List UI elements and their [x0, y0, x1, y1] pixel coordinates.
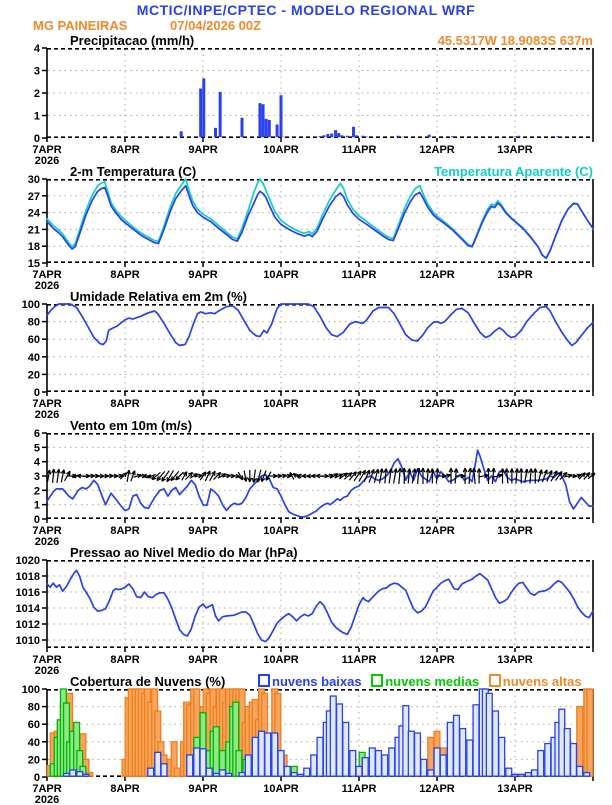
svg-text:80: 80 [28, 317, 40, 329]
svg-text:13APR: 13APR [497, 398, 533, 410]
svg-text:2: 2 [34, 485, 40, 497]
panel-cloud-cover [0, 674, 612, 805]
temp-chart [0, 179, 612, 289]
svg-text:13APR: 13APR [497, 269, 533, 281]
run-datetime: 07/04/2026 00Z [170, 18, 261, 33]
svg-text:7APR: 7APR [32, 144, 61, 156]
svg-text:7APR: 7APR [32, 269, 61, 281]
svg-text:1020: 1020 [16, 555, 40, 567]
svg-text:2026: 2026 [35, 280, 59, 292]
svg-text:1: 1 [34, 500, 40, 512]
svg-text:11APR: 11APR [342, 398, 377, 410]
svg-text:4: 4 [34, 43, 41, 55]
svg-text:8APR: 8APR [110, 525, 139, 537]
svg-text:100: 100 [22, 299, 40, 311]
svg-text:0: 0 [34, 387, 40, 399]
station-name: MG PAINEIRAS [33, 18, 127, 33]
svg-text:2026: 2026 [35, 665, 59, 677]
svg-text:40: 40 [28, 737, 40, 749]
svg-text:12APR: 12APR [419, 654, 455, 666]
svg-text:12APR: 12APR [419, 783, 455, 795]
svg-text:2: 2 [34, 88, 40, 100]
svg-text:10APR: 10APR [263, 783, 299, 795]
run-header [0, 18, 612, 33]
svg-text:0: 0 [34, 133, 40, 145]
wind-title: Vento em 10m (m/s) [70, 418, 192, 433]
station-coordinates: 45.5317W 18.9083S 637m [438, 33, 593, 48]
svg-text:27: 27 [28, 191, 40, 203]
svg-text:9APR: 9APR [188, 269, 217, 281]
svg-text:7APR: 7APR [32, 525, 61, 537]
svg-text:1014: 1014 [16, 603, 41, 615]
svg-text:2026: 2026 [35, 794, 59, 805]
svg-text:100: 100 [22, 684, 40, 696]
model-title: MCTIC/INPE/CPTEC - MODELO REGIONAL WRF [0, 0, 612, 18]
legend-low-clouds: nuvens baixas [258, 674, 362, 689]
svg-text:8APR: 8APR [110, 783, 139, 795]
svg-text:24: 24 [28, 208, 41, 220]
svg-text:1016: 1016 [16, 587, 40, 599]
svg-text:3: 3 [34, 471, 40, 483]
svg-text:8APR: 8APR [110, 144, 139, 156]
svg-text:7APR: 7APR [32, 654, 61, 666]
svg-text:13APR: 13APR [497, 525, 533, 537]
svg-text:18: 18 [28, 241, 40, 253]
svg-text:9APR: 9APR [188, 398, 217, 410]
svg-text:9APR: 9APR [188, 144, 217, 156]
svg-text:10APR: 10APR [263, 144, 299, 156]
humidity-chart [0, 304, 612, 418]
svg-text:40: 40 [28, 352, 40, 364]
temp-title: 2-m Temperatura (C) [70, 164, 196, 179]
apparent-temp-label: Temperatura Aparente (C) [434, 164, 593, 179]
svg-text:12APR: 12APR [419, 269, 455, 281]
high-clouds-swatch-icon [489, 674, 501, 687]
panel-temperature [0, 164, 612, 289]
precip-title: Precipitacao (mm/h) [70, 33, 194, 48]
svg-text:1012: 1012 [16, 619, 40, 631]
wind-chart [0, 433, 612, 545]
svg-text:20: 20 [28, 754, 40, 766]
legend-mid-clouds: nuvens medias [371, 674, 479, 689]
svg-text:60: 60 [28, 719, 40, 731]
svg-text:9APR: 9APR [188, 525, 217, 537]
svg-text:2026: 2026 [35, 155, 59, 167]
svg-text:12APR: 12APR [419, 398, 455, 410]
svg-text:10APR: 10APR [263, 525, 299, 537]
svg-text:3: 3 [34, 66, 40, 78]
pressure-title: Pressao ao Nivel Medio do Mar (hPa) [70, 545, 298, 560]
precip-chart [0, 48, 612, 164]
humidity-title: Umidade Relativa em 2m (%) [70, 289, 247, 304]
panel-pressure [0, 545, 612, 674]
svg-text:11APR: 11APR [342, 654, 377, 666]
panel-precipitation [0, 33, 612, 164]
clouds-title: Cobertura de Nuvens (%) [70, 674, 225, 689]
svg-text:6: 6 [34, 428, 40, 440]
panel-wind [0, 418, 612, 545]
svg-text:9APR: 9APR [188, 654, 217, 666]
svg-text:0: 0 [34, 772, 40, 784]
svg-text:7APR: 7APR [32, 783, 61, 795]
clouds-legend [258, 674, 588, 689]
svg-text:10APR: 10APR [263, 269, 299, 281]
svg-text:15: 15 [28, 258, 40, 270]
svg-text:2026: 2026 [35, 409, 59, 421]
svg-text:13APR: 13APR [497, 783, 533, 795]
svg-text:1: 1 [34, 111, 40, 123]
panel-humidity [0, 289, 612, 418]
svg-text:8APR: 8APR [110, 398, 139, 410]
svg-text:7APR: 7APR [32, 398, 61, 410]
svg-text:1018: 1018 [16, 571, 40, 583]
svg-text:11APR: 11APR [342, 783, 377, 795]
svg-text:2026: 2026 [35, 536, 59, 548]
svg-text:21: 21 [28, 224, 40, 236]
legend-high-clouds: nuvens altas [489, 674, 582, 689]
svg-text:60: 60 [28, 334, 40, 346]
svg-text:10APR: 10APR [263, 398, 299, 410]
svg-text:5: 5 [34, 442, 40, 454]
svg-text:8APR: 8APR [110, 654, 139, 666]
svg-text:9APR: 9APR [188, 783, 217, 795]
svg-text:12APR: 12APR [419, 525, 455, 537]
svg-text:0: 0 [34, 514, 40, 526]
svg-text:12APR: 12APR [419, 144, 455, 156]
svg-text:11APR: 11APR [342, 269, 377, 281]
low-clouds-swatch-icon [258, 674, 270, 687]
mid-clouds-swatch-icon [371, 674, 383, 687]
svg-text:13APR: 13APR [497, 654, 533, 666]
svg-text:80: 80 [28, 702, 40, 714]
clouds-chart [0, 689, 612, 805]
svg-text:13APR: 13APR [497, 144, 533, 156]
svg-text:8APR: 8APR [110, 269, 139, 281]
svg-text:20: 20 [28, 369, 40, 381]
pressure-chart [0, 560, 612, 674]
svg-text:11APR: 11APR [342, 144, 377, 156]
svg-text:10APR: 10APR [263, 654, 299, 666]
svg-text:1010: 1010 [16, 635, 40, 647]
svg-text:30: 30 [28, 174, 40, 186]
svg-text:4: 4 [34, 457, 41, 469]
svg-text:11APR: 11APR [342, 525, 377, 537]
